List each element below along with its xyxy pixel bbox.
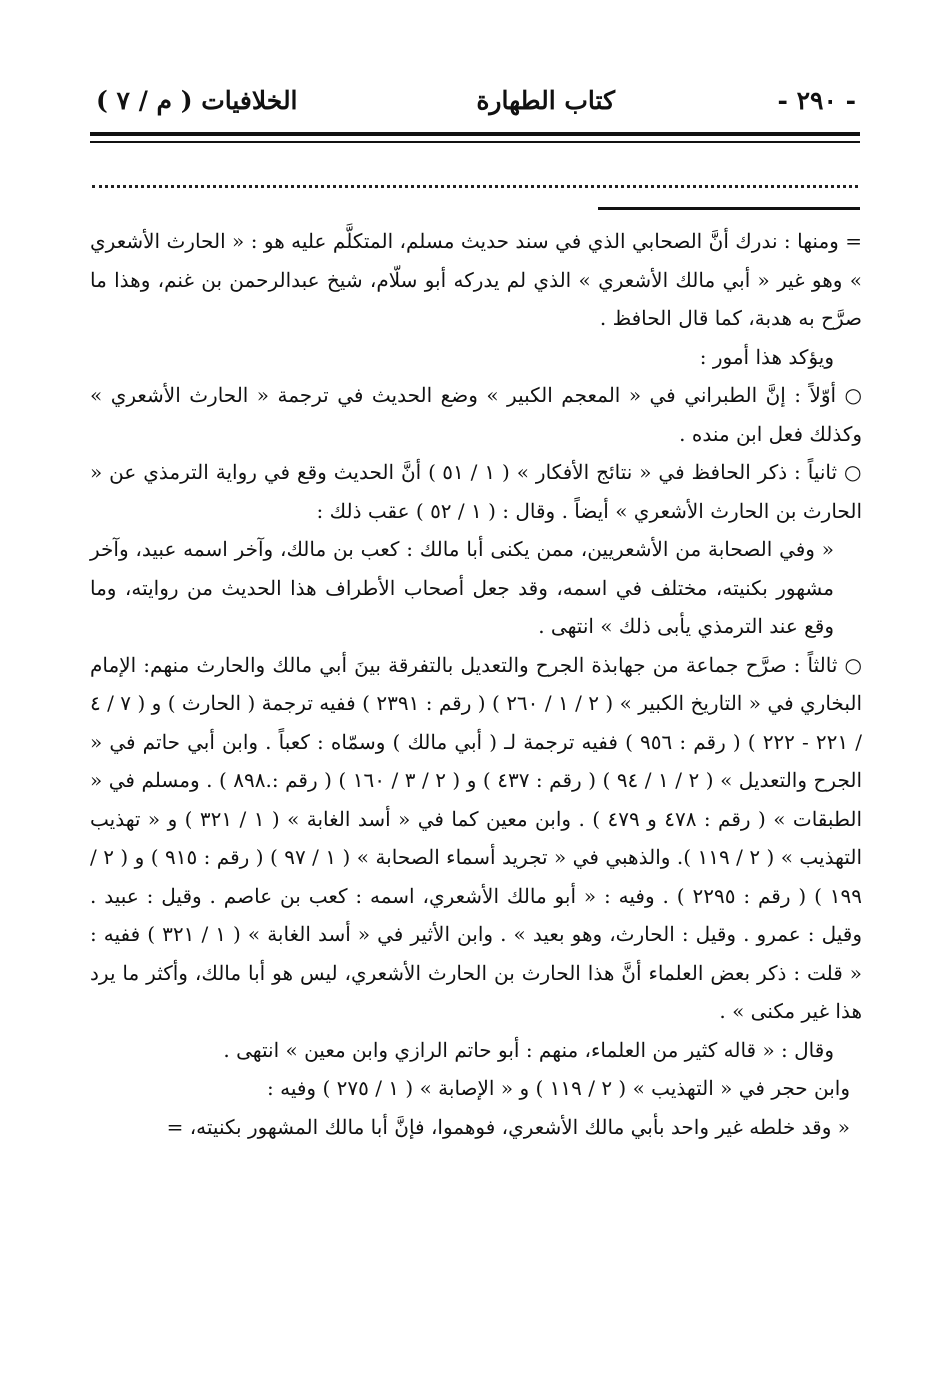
footnote-quote: « وفي الصحابة من الأشعريين، ممن يكنى أبا مالك : كعب بن مالك، وآخر اسمه عبيد، وآخر مشهور بكنيته، مختلف في اسمه، وقد جعل أصحاب الأطراف هذا الحديث من روايته، وما وقع عند الترمذي يأبى ذلك » انتهى .: [90, 537, 834, 638]
footnote-text: [90, 222, 862, 1146]
main-text-dotted-separator: [92, 168, 858, 188]
section-title: الخلافيات ( م / ٧ ): [96, 86, 298, 115]
footnote-paragraph: ○ ثالثاً : صرَّح جماعة من جهابذة الجرح والتعديل بالتفرقة بينَ أبي مالك والحارث منهم: الإمام البخاري في « التاريخ الكبير » ( ٢ / ١ / ٢٦٠ ) ( رقم : ٢٣٩١ ) ففيه ترجمة ( الحارث ) و ( ٧ / ٤ / ٢٢١ - ٢٢٢ ) ( رقم : ٩٥٦ ) ففيه ترجمة لـ ( أبي مالك ) وسمّاه : كعباً . وابن أبي حاتم في « الجرح والتعديل » ( ٢ / ١ / ٩٤ ) ( رقم : ٤٣٧ ) و ( ٢ / ٣ / ١٦٠ ) ( رقم :.٨٩٨ ) . ومسلم في « الطبقات » ( رقم : ٤٧٨ و ٤٧٩ ) . وابن معين كما في « أسد الغابة » ( ١ / ٣٢١ ) و « تهذيب التهذيب » ( ٢ / ١١٩ ). والذهبي في « تجريد أسماء الصحابة » ( ١ / ٩٧ ) ( رقم : ٩١٥ ) و ( ٢ / ١٩٩ ) ( رقم : ٢٢٩٥ ) . وفيه : « أبو مالك الأشعري، اسمه : كعب بن عاصم . وقيل : عبيد . وقيل : عمرو . وقيل : الحارث، وهو بعيد » . وابن الأثير في « أسد الغابة » ( ١ / ٣٢١ ) ففيه : « قلت : ذكر بعض العلماء أنَّ هذا الحارث بن الحارث الأشعري، ليس هو أبا مالك، وأكثر ما يرد هذا غير مكنى » .: [90, 652, 863, 1023]
page-number: - ٢٩٠ -: [777, 86, 856, 115]
book-title: كتاب الطهارة: [476, 86, 615, 115]
footnote-paragraph: ○ ثانياً : ذكر الحافظ في « نتائج الأفكار » ( ١ / ٥١ ) أنَّ الحديث وقع في رواية الترمذي عن « الحارث بن الحارث الأشعري » أيضاً . وقال : ( ١ / ٥٢ ) عقب ذلك :: [90, 460, 863, 523]
footnote-paragraph: وابن حجر في « التهذيب » ( ٢ / ١١٩ ) و « الإصابة » ( ١ / ٢٧٥ ) وفيه :: [267, 1076, 850, 1100]
footnote-paragraph: ويؤكد هذا أمور :: [699, 344, 834, 369]
header-rule-thick: [90, 132, 860, 136]
footnote-quote: « وقد خلطه غير واحد بأبي مالك الأشعري، فوهموا، فإنَّ أبا مالك المشهور بكنيته، =: [166, 1114, 850, 1139]
header-rule-thin: [90, 141, 860, 143]
footnote-paragraph: = ومنها : ندرك أنَّ الصحابي الذي في سند حديث مسلم، المتكلَّم عليه هو : « الحارث الأشعري » وهو غير « أبي مالك الأشعري » الذي لم يدركه أبو سلّام، شيخ عبدالرحمن بن غنم، وهذا ما صرَّح به هدبة، كما قال الحافظ .: [90, 229, 862, 330]
page-header: [90, 78, 860, 122]
footnote-separator-rule: [598, 207, 860, 210]
footnote-paragraph: وقال : « قاله كثير من العلماء، منهم : أبو حاتم الرازي وابن معين » انتهى .: [223, 1037, 834, 1062]
footnote-paragraph: ○ أوّلاً : إنَّ الطبراني في « المعجم الكبير » وضع الحديث في ترجمة « الحارث الأشعري » وكذلك فعل ابن منده .: [90, 383, 862, 446]
